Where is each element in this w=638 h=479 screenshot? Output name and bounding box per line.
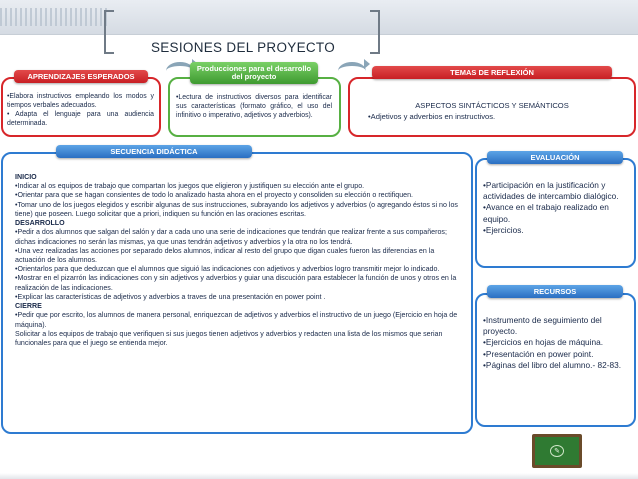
aprendizajes-label: APRENDIZAJES ESPERADOS [14, 70, 148, 83]
list-item: •Instrumento de seguimiento del proyecto. [483, 315, 602, 337]
list-item: •Tomar uno de los juegos elegidos y escribir algunas de sus instrucciones, subrayando los adjetivos y adverbios (o agregando éstos si no los tiene) que poseen. Luego solicitar que a priori, indiquen su función en las oraciones escritas. [15, 200, 458, 218]
aprendizajes-box [1, 77, 161, 137]
list-item: •Orientarlos para que deduzcan que el alumnos que siguió las indicaciones con adjetivos y adverbios logro transmitir mejor lo indicado. [15, 265, 440, 274]
temas-line1: ASPECTOS SINTÁCTICOS Y SEMÁNTICOS [415, 101, 569, 110]
list-item: •Pedir que por escrito, los alumnos de manera personal, enriquezcan de adjetivos y adverbios el instructivo de un juego (Ejercicio en hoja de máquina). [15, 311, 458, 329]
list-item: •Páginas del libro del alumno.- 82-83. [483, 359, 622, 370]
chalkboard-icon [532, 434, 582, 468]
temas-label: TEMAS DE REFLEXIÓN [372, 66, 612, 79]
title-bracket-left [104, 10, 114, 54]
list-item: •Mostrar en el pizarrón las indicaciones con y sin adjetivos y adverbios y guiar una discución para establecer la función de unos y otros en la realización de las indicaciones. [15, 274, 457, 292]
recursos-box [475, 293, 636, 427]
temas-line2: •Adjetivos y adverbios en instructivos. [368, 112, 496, 121]
list-item: •Explicar las características de adjetivos y adverbios a traves de una presentación en power point . [15, 292, 326, 301]
recursos-label: RECURSOS [487, 285, 623, 298]
list-item: •Ejercicios. [483, 224, 524, 235]
page-title: SESIONES DEL PROYECTO [150, 40, 336, 55]
evaluacion-box [475, 158, 636, 268]
list-item: •Avance en el trabajo realizado en equipo. [483, 202, 609, 224]
desarrollo-heading: DESARROLLO [15, 219, 65, 228]
list-item: •Una vez realizadas las acciones por separado delos alumnos, indicar al resto del grupo que digan cuales fueron las diferencias en la actuación de los alumnos. [15, 246, 435, 264]
secuencia-content [15, 173, 462, 348]
list-item: •Presentación en power point. [483, 348, 594, 359]
list-item: •Indicar al os equipos de trabajo que compartan los juegos que eligieron y justifiquen su elección ante el grupo. [15, 182, 365, 191]
temas-box [348, 77, 636, 137]
aprendizajes-text: •Elabora instructivos empleando los modos y tiempos verbales adecuados. • Adapta el lenguaje para una audiencia determinada. [7, 93, 154, 127]
inicio-heading: INICIO [15, 173, 37, 181]
producciones-text: •Lectura de instructivos diversos para identificar sus características (formato gráfico, el uso del infinitivo o imperativo, adjetivos y adverbios). [176, 94, 332, 119]
secuencia-label: SECUENCIA DIDÁCTICA [56, 145, 252, 158]
title-bracket-right [370, 10, 380, 54]
footer-shadow [0, 473, 638, 479]
producciones-label: Producciones para el desarrollo del proyecto [190, 62, 318, 84]
chalkboard-mark: ✎ [550, 445, 564, 457]
list-item: •Participación en la justificación y actividades de intercambio dialógico. [483, 180, 619, 202]
evaluacion-label: EVALUACIÓN [487, 151, 623, 164]
header-bar [0, 0, 638, 35]
cierre-heading: CIERRE [15, 302, 42, 311]
header-stripes [0, 8, 110, 26]
evaluacion-content [483, 180, 626, 236]
producciones-box [168, 77, 341, 137]
list-item: •Orientar para que se hagan consientes de todo lo analizado hasta ahora en el proyecto y consoliden su elección o rectifiquen. [15, 191, 414, 200]
list-item: •Pedir a dos alumnos que salgan del salón y dar a cada uno una serie de indicaciones que tendrán que realizar frente a sus compañeros; dichas indicaciones no serán las mismas, ya que unas tendrán adjetivos y adverbios y la otra no los tendrá. [15, 228, 447, 246]
secuencia-box [1, 152, 473, 434]
list-item: •Ejercicios en hojas de máquina. [483, 337, 604, 348]
recursos-content [483, 315, 626, 371]
list-item: Solicitar a los equipos de trabajo que verifiquen si sus juegos tienen adjetivos y adverbios y redacten una lista de los mismos que serian funcionales para que el juego se entienda mejor. [15, 329, 443, 347]
